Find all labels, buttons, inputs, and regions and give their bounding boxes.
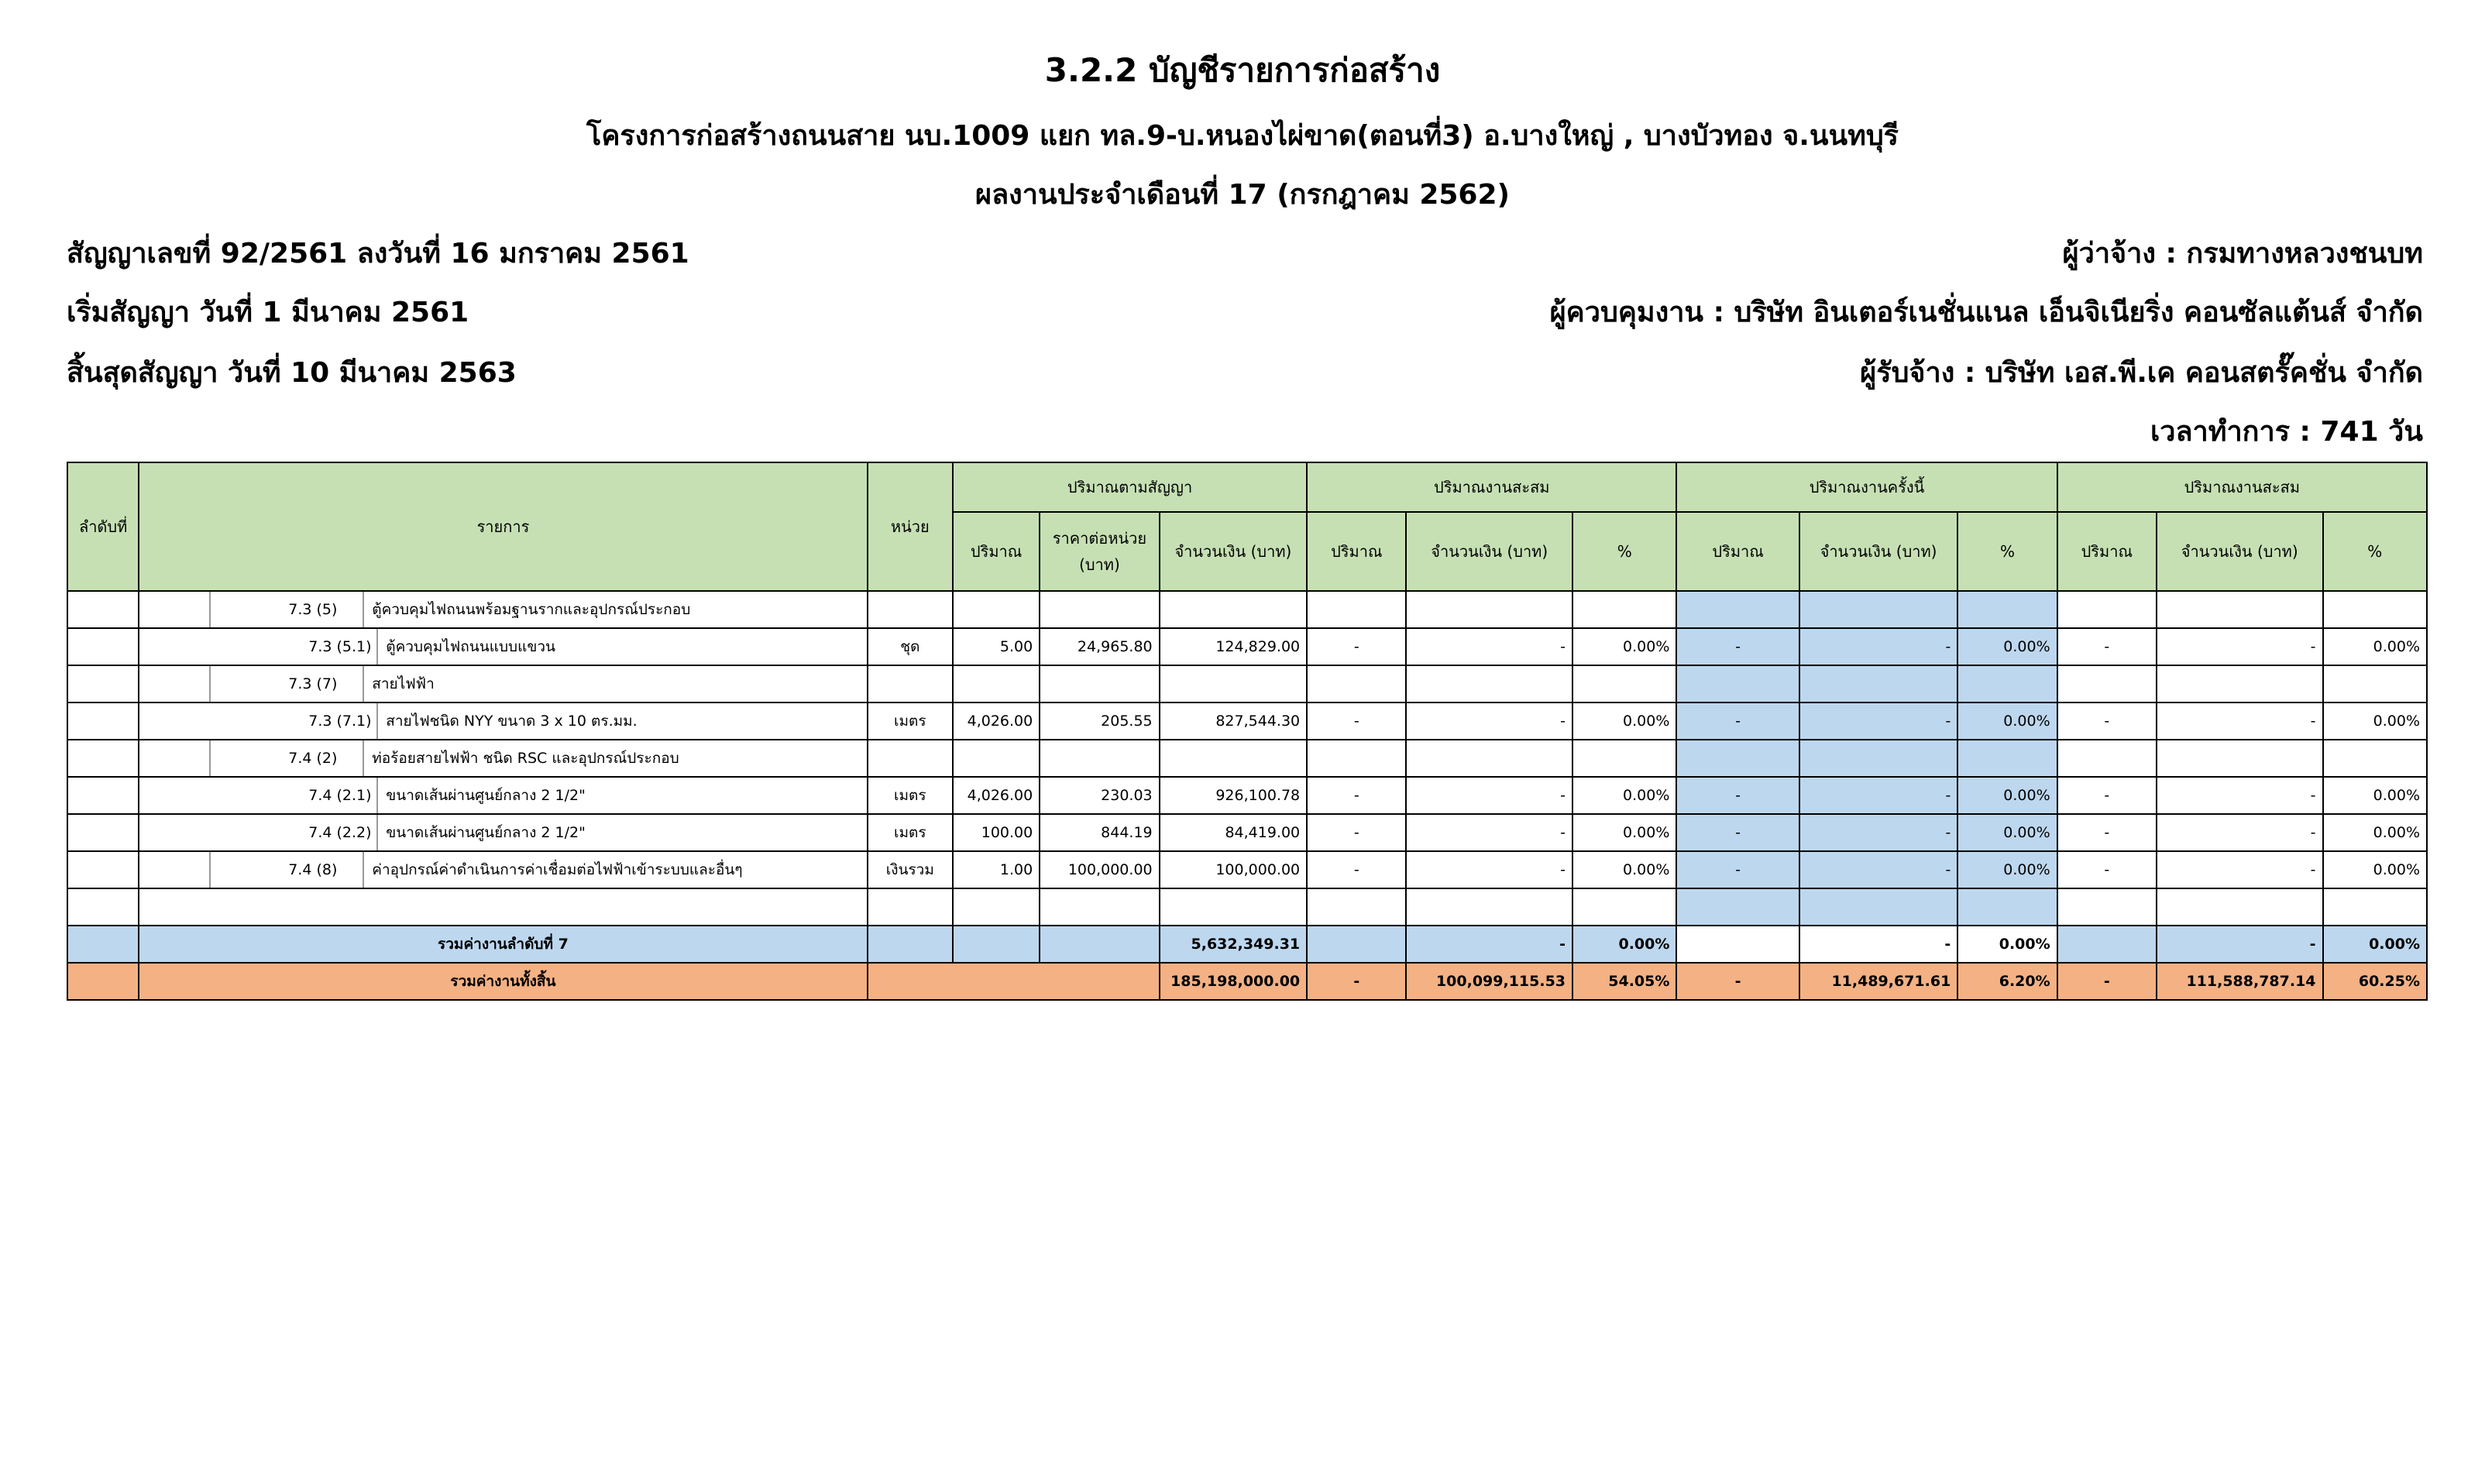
cell-cumulative-percent: 0.00% xyxy=(2323,851,2427,888)
table-row xyxy=(67,814,2427,851)
cell-unit-price: 100,000.00 xyxy=(1040,851,1159,888)
cell-unit-price xyxy=(1040,740,1159,777)
cell-unit xyxy=(868,591,953,628)
cell-current-amount xyxy=(1799,888,1958,926)
contractor: ผู้รับจ้าง : บริษัท เอส.พี.เค คอนสตรั๊คชั่น จำกัด xyxy=(1860,357,2423,389)
cell-unit xyxy=(868,926,953,963)
header-cumulative-prev-group: ปริมาณงานสะสม xyxy=(1307,462,1676,512)
cell-amount: 124,829.00 xyxy=(1160,628,1308,665)
cell-cumulative-percent xyxy=(2323,591,2427,628)
cell-qty xyxy=(953,591,1040,628)
cell-no xyxy=(67,963,139,1000)
total-label: รวมค่างานทั้งสิ้น xyxy=(139,963,867,1000)
cell-unit: เมตร xyxy=(868,777,953,814)
cell-prev-percent xyxy=(1572,888,1676,926)
cell-current-qty: - xyxy=(1676,777,1799,814)
cell-current-percent xyxy=(1957,591,2057,628)
cell-current-qty xyxy=(1676,665,1799,702)
item-code: 7.3 (7) xyxy=(209,666,364,702)
cell-current-percent xyxy=(1957,888,2057,926)
header-current-percent: % xyxy=(1957,512,2057,591)
cell-cumulative-qty xyxy=(2057,740,2157,777)
cell-cumulative-amount xyxy=(2157,888,2323,926)
header-cumulative-qty: ปริมาณ xyxy=(2057,512,2157,591)
subtotal-row xyxy=(67,926,2427,963)
cell-prev-amount xyxy=(1406,888,1572,926)
cell-current-amount: - xyxy=(1799,702,1958,740)
header-cumulative-group: ปริมาณงานสะสม xyxy=(2057,462,2427,512)
cell-current-qty xyxy=(1676,888,1799,926)
total-prev-qty: - xyxy=(1307,963,1406,1000)
cell-prev-amount: - xyxy=(1406,814,1572,851)
total-cumulative-percent: 60.25% xyxy=(2323,963,2427,1000)
cell-current-amount xyxy=(1799,740,1958,777)
employer: ผู้ว่าจ้าง : กรมทางหลวงชนบท xyxy=(2062,238,2423,270)
header-cumulative-percent: % xyxy=(2323,512,2427,591)
cell-current-qty: - xyxy=(1676,851,1799,888)
table-row xyxy=(67,591,2427,628)
header-contract-qty: ปริมาณ xyxy=(953,512,1040,591)
header-prev-percent: % xyxy=(1572,512,1676,591)
cell-amount: 84,419.00 xyxy=(1160,814,1308,851)
cell-cumulative-percent: 0.00% xyxy=(2323,777,2427,814)
cell-current-percent: 0.00% xyxy=(1957,851,2057,888)
cell-unit: เงินรวม xyxy=(868,851,953,888)
cell-unit-price xyxy=(1040,926,1159,963)
cell-qty: 100.00 xyxy=(953,814,1040,851)
cell-no xyxy=(67,591,139,628)
cell-cumulative-qty xyxy=(2057,591,2157,628)
cell-prev-amount xyxy=(1406,740,1572,777)
header-prev-qty: ปริมาณ xyxy=(1307,512,1406,591)
cell-current-qty xyxy=(1676,740,1799,777)
cell-item xyxy=(139,702,867,740)
total-current-qty: - xyxy=(1676,963,1799,1000)
cell-cumulative-percent: 0.00% xyxy=(2323,702,2427,740)
item-code: 7.4 (2.2) xyxy=(139,815,378,850)
item-description: สายไฟฟ้า xyxy=(372,675,435,692)
cell-current-qty xyxy=(1676,926,1799,963)
cell-current-percent: 0.00% xyxy=(1957,628,2057,665)
cell-unit-blank xyxy=(868,963,1160,1000)
cell-current-qty: - xyxy=(1676,814,1799,851)
cell-qty xyxy=(953,888,1040,926)
cell-cumulative-qty: - xyxy=(2057,628,2157,665)
cell-current-percent: 0.00% xyxy=(1957,702,2057,740)
cell-amount xyxy=(1160,888,1308,926)
cell-cumulative-amount: - xyxy=(2157,814,2323,851)
total-row xyxy=(67,963,2427,1000)
cell-prev-percent xyxy=(1572,740,1676,777)
item-description: ค่าอุปกรณ์ค่าดำเนินการค่าเชื่อมต่อไฟฟ้าเข้าระบบและอื่นๆ xyxy=(372,861,743,878)
cell-prev-qty xyxy=(1307,740,1406,777)
contract-end: สิ้นสุดสัญญา วันที่ 10 มีนาคม 2563 xyxy=(67,357,517,389)
subtotal-label: รวมค่างานลำดับที่ 7 xyxy=(139,926,867,963)
cell-no xyxy=(67,702,139,740)
cell-prev-amount: - xyxy=(1406,851,1572,888)
cell-item xyxy=(139,777,867,814)
cell-cumulative-percent xyxy=(2323,740,2427,777)
cell-unit xyxy=(868,665,953,702)
item-code: 7.4 (2.1) xyxy=(139,778,378,813)
cell-no xyxy=(67,628,139,665)
cell-cumulative-percent: 0.00% xyxy=(2323,628,2427,665)
cell-unit-price: 230.03 xyxy=(1040,777,1159,814)
cell-prev-qty xyxy=(1307,665,1406,702)
cell-qty: 5.00 xyxy=(953,628,1040,665)
header-cumulative-amount: จำนวนเงิน (บาท) xyxy=(2157,512,2323,591)
table-row xyxy=(67,665,2427,702)
cell-qty: 4,026.00 xyxy=(953,702,1040,740)
table-row xyxy=(67,628,2427,665)
cell-prev-amount xyxy=(1406,665,1572,702)
cell-current-amount: - xyxy=(1799,814,1958,851)
document-title: 3.2.2 บัญชีรายการก่อสร้าง xyxy=(1044,51,1441,89)
table-row xyxy=(67,851,2427,888)
cell-item xyxy=(139,740,867,777)
cell-prev-amount xyxy=(1406,591,1572,628)
cell-item xyxy=(139,665,867,702)
cell-prev-percent: 0.00% xyxy=(1572,628,1676,665)
cell-cumulative-percent xyxy=(2323,665,2427,702)
cell-qty xyxy=(953,665,1040,702)
subtotal-prev-amount: - xyxy=(1406,926,1572,963)
header-current-group: ปริมาณงานครั้งนี้ xyxy=(1676,462,2057,512)
cell-prev-qty xyxy=(1307,926,1406,963)
cell-prev-percent xyxy=(1572,591,1676,628)
cell-no xyxy=(67,851,139,888)
cell-no xyxy=(67,814,139,851)
cell-cumulative-amount: - xyxy=(2157,851,2323,888)
subtotal-prev-percent: 0.00% xyxy=(1572,926,1676,963)
header-no: ลำดับที่ xyxy=(67,462,139,591)
header-contract-group: ปริมาณตามสัญญา xyxy=(953,462,1307,512)
header-current-amount: จำนวนเงิน (บาท) xyxy=(1799,512,1958,591)
cell-cumulative-qty xyxy=(2057,665,2157,702)
cell-no xyxy=(67,777,139,814)
cell-prev-amount: - xyxy=(1406,702,1572,740)
cell-current-percent: 0.00% xyxy=(1957,777,2057,814)
cell-qty xyxy=(953,740,1040,777)
cell-unit-price: 24,965.80 xyxy=(1040,628,1159,665)
cell-unit: เมตร xyxy=(868,702,953,740)
cell-unit: เมตร xyxy=(868,814,953,851)
total-current-percent: 6.20% xyxy=(1957,963,2057,1000)
table-row xyxy=(67,740,2427,777)
cell-current-amount xyxy=(1799,591,1958,628)
cell-prev-qty: - xyxy=(1307,851,1406,888)
cell-prev-amount: - xyxy=(1406,628,1572,665)
cell-current-qty: - xyxy=(1676,702,1799,740)
item-code: 7.3 (7.1) xyxy=(139,703,378,739)
report-period: ผลงานประจำเดือนที่ 17 (กรกฎาคม 2562) xyxy=(975,179,1510,211)
table-body xyxy=(67,591,2427,1000)
cell-item xyxy=(139,591,867,628)
item-description: สายไฟชนิด NYY ขนาด 3 x 10 ตร.มม. xyxy=(386,713,638,730)
cell-unit-price xyxy=(1040,665,1159,702)
contract-duration: เวลาทำการ : 741 วัน xyxy=(2150,416,2423,448)
cell-no xyxy=(67,740,139,777)
item-description: ขนาดเส้นผ่านศูนย์กลาง 2 1/2" xyxy=(386,787,586,804)
header-unit-price-line1: ราคาต่อหน่วย xyxy=(1052,529,1147,548)
cell-cumulative-qty: - xyxy=(2057,814,2157,851)
total-cumulative-amount: 111,588,787.14 xyxy=(2157,963,2323,1000)
total-amount: 185,198,000.00 xyxy=(1160,963,1308,1000)
cell-prev-qty: - xyxy=(1307,814,1406,851)
cell-unit: ชุด xyxy=(868,628,953,665)
total-cumulative-qty: - xyxy=(2057,963,2157,1000)
bill-of-quantities-table xyxy=(67,462,2428,1001)
cell-current-percent xyxy=(1957,740,2057,777)
item-code: 7.3 (5) xyxy=(209,592,364,627)
cell-prev-percent: 0.00% xyxy=(1572,777,1676,814)
cell-prev-qty: - xyxy=(1307,702,1406,740)
cell-current-percent: 0.00% xyxy=(1957,814,2057,851)
cell-prev-qty xyxy=(1307,591,1406,628)
table-row xyxy=(67,888,2427,926)
cell-cumulative-qty: - xyxy=(2057,851,2157,888)
item-description: ตู้ควบคุมไฟถนนแบบแขวน xyxy=(386,638,555,655)
cell-amount: 827,544.30 xyxy=(1160,702,1308,740)
header-item: รายการ xyxy=(139,462,867,591)
subtotal-current-amount: - xyxy=(1799,926,1958,963)
cell-current-amount xyxy=(1799,665,1958,702)
cell-qty: 4,026.00 xyxy=(953,777,1040,814)
cell-prev-qty: - xyxy=(1307,777,1406,814)
cell-no xyxy=(67,888,139,926)
cell-cumulative-amount: - xyxy=(2157,628,2323,665)
cell-current-amount: - xyxy=(1799,777,1958,814)
cell-amount: 100,000.00 xyxy=(1160,851,1308,888)
cell-item xyxy=(139,888,867,926)
header-unit-price xyxy=(1040,512,1159,591)
cell-prev-percent xyxy=(1572,665,1676,702)
cell-item xyxy=(139,814,867,851)
cell-cumulative-amount xyxy=(2157,740,2323,777)
header-unit-price-line2: (บาท) xyxy=(1079,555,1120,574)
cell-current-percent xyxy=(1957,665,2057,702)
item-code: 7.3 (5.1) xyxy=(139,629,378,665)
cell-current-qty: - xyxy=(1676,628,1799,665)
header-contract-amount: จำนวนเงิน (บาท) xyxy=(1160,512,1308,591)
supervisor: ผู้ควบคุมงาน : บริษัท อินเตอร์เนชั่นแนล เอ็นจิเนียริ่ง คอนซัลแต้นส์ จำกัด xyxy=(1549,297,2423,328)
subtotal-amount: 5,632,349.31 xyxy=(1160,926,1308,963)
subtotal-current-percent: 0.00% xyxy=(1957,926,2057,963)
cell-cumulative-qty xyxy=(2057,888,2157,926)
cell-unit-price xyxy=(1040,591,1159,628)
cell-item xyxy=(139,628,867,665)
cell-cumulative-qty: - xyxy=(2057,702,2157,740)
project-name: โครงการก่อสร้างถนนสาย นบ.1009 แยก ทล.9-บ.หนองไผ่ขาด(ตอนที่3) อ.บางใหญ่ , บางบัวทอง จ.นนทบุรี xyxy=(586,120,1899,152)
cell-no xyxy=(67,926,139,963)
cell-cumulative-percent xyxy=(2323,888,2427,926)
cell-prev-qty xyxy=(1307,888,1406,926)
total-current-amount: 11,489,671.61 xyxy=(1799,963,1958,1000)
header-current-qty: ปริมาณ xyxy=(1676,512,1799,591)
cell-current-qty xyxy=(1676,591,1799,628)
cell-prev-amount: - xyxy=(1406,777,1572,814)
cell-cumulative-percent: 0.00% xyxy=(2323,814,2427,851)
cell-qty: 1.00 xyxy=(953,851,1040,888)
cell-amount: 926,100.78 xyxy=(1160,777,1308,814)
cell-cumulative-amount: - xyxy=(2157,777,2323,814)
cell-cumulative-qty xyxy=(2057,926,2157,963)
cell-prev-qty: - xyxy=(1307,628,1406,665)
cell-cumulative-amount: - xyxy=(2157,702,2323,740)
cell-unit xyxy=(868,740,953,777)
cell-prev-percent: 0.00% xyxy=(1572,851,1676,888)
subtotal-cumulative-amount: - xyxy=(2157,926,2323,963)
contract-number: สัญญาเลขที่ 92/2561 ลงวันที่ 16 มกราคม 2561 xyxy=(67,238,689,270)
cell-unit xyxy=(868,888,953,926)
item-description: ตู้ควบคุมไฟถนนพร้อมฐานรากและอุปกรณ์ประกอบ xyxy=(372,601,691,618)
subtotal-cumulative-percent: 0.00% xyxy=(2323,926,2427,963)
cell-unit-price: 844.19 xyxy=(1040,814,1159,851)
table-row xyxy=(67,702,2427,740)
cell-unit-price: 205.55 xyxy=(1040,702,1159,740)
cell-amount xyxy=(1160,665,1308,702)
item-code: 7.4 (2) xyxy=(209,740,364,776)
cell-prev-percent: 0.00% xyxy=(1572,814,1676,851)
cell-prev-percent: 0.00% xyxy=(1572,702,1676,740)
cell-cumulative-amount xyxy=(2157,591,2323,628)
cell-current-amount: - xyxy=(1799,628,1958,665)
contract-start: เริ่มสัญญา วันที่ 1 มีนาคม 2561 xyxy=(67,297,469,328)
item-description: ท่อร้อยสายไฟฟ้า ชนิด RSC และอุปกรณ์ประกอบ xyxy=(372,750,679,767)
item-code: 7.4 (8) xyxy=(209,852,364,888)
cell-item xyxy=(139,851,867,888)
table-row xyxy=(67,777,2427,814)
cell-unit-price xyxy=(1040,888,1159,926)
item-description: ขนาดเส้นผ่านศูนย์กลาง 2 1/2" xyxy=(386,824,586,841)
cell-amount xyxy=(1160,740,1308,777)
cell-no xyxy=(67,665,139,702)
cell-current-amount: - xyxy=(1799,851,1958,888)
cell-cumulative-qty: - xyxy=(2057,777,2157,814)
cell-amount xyxy=(1160,591,1308,628)
total-prev-amount: 100,099,115.53 xyxy=(1406,963,1572,1000)
header-prev-amount: จำนวนเงิน (บาท) xyxy=(1406,512,1572,591)
total-prev-percent: 54.05% xyxy=(1572,963,1676,1000)
cell-cumulative-amount xyxy=(2157,665,2323,702)
header-unit: หน่วย xyxy=(868,462,953,591)
cell-qty xyxy=(953,926,1040,963)
